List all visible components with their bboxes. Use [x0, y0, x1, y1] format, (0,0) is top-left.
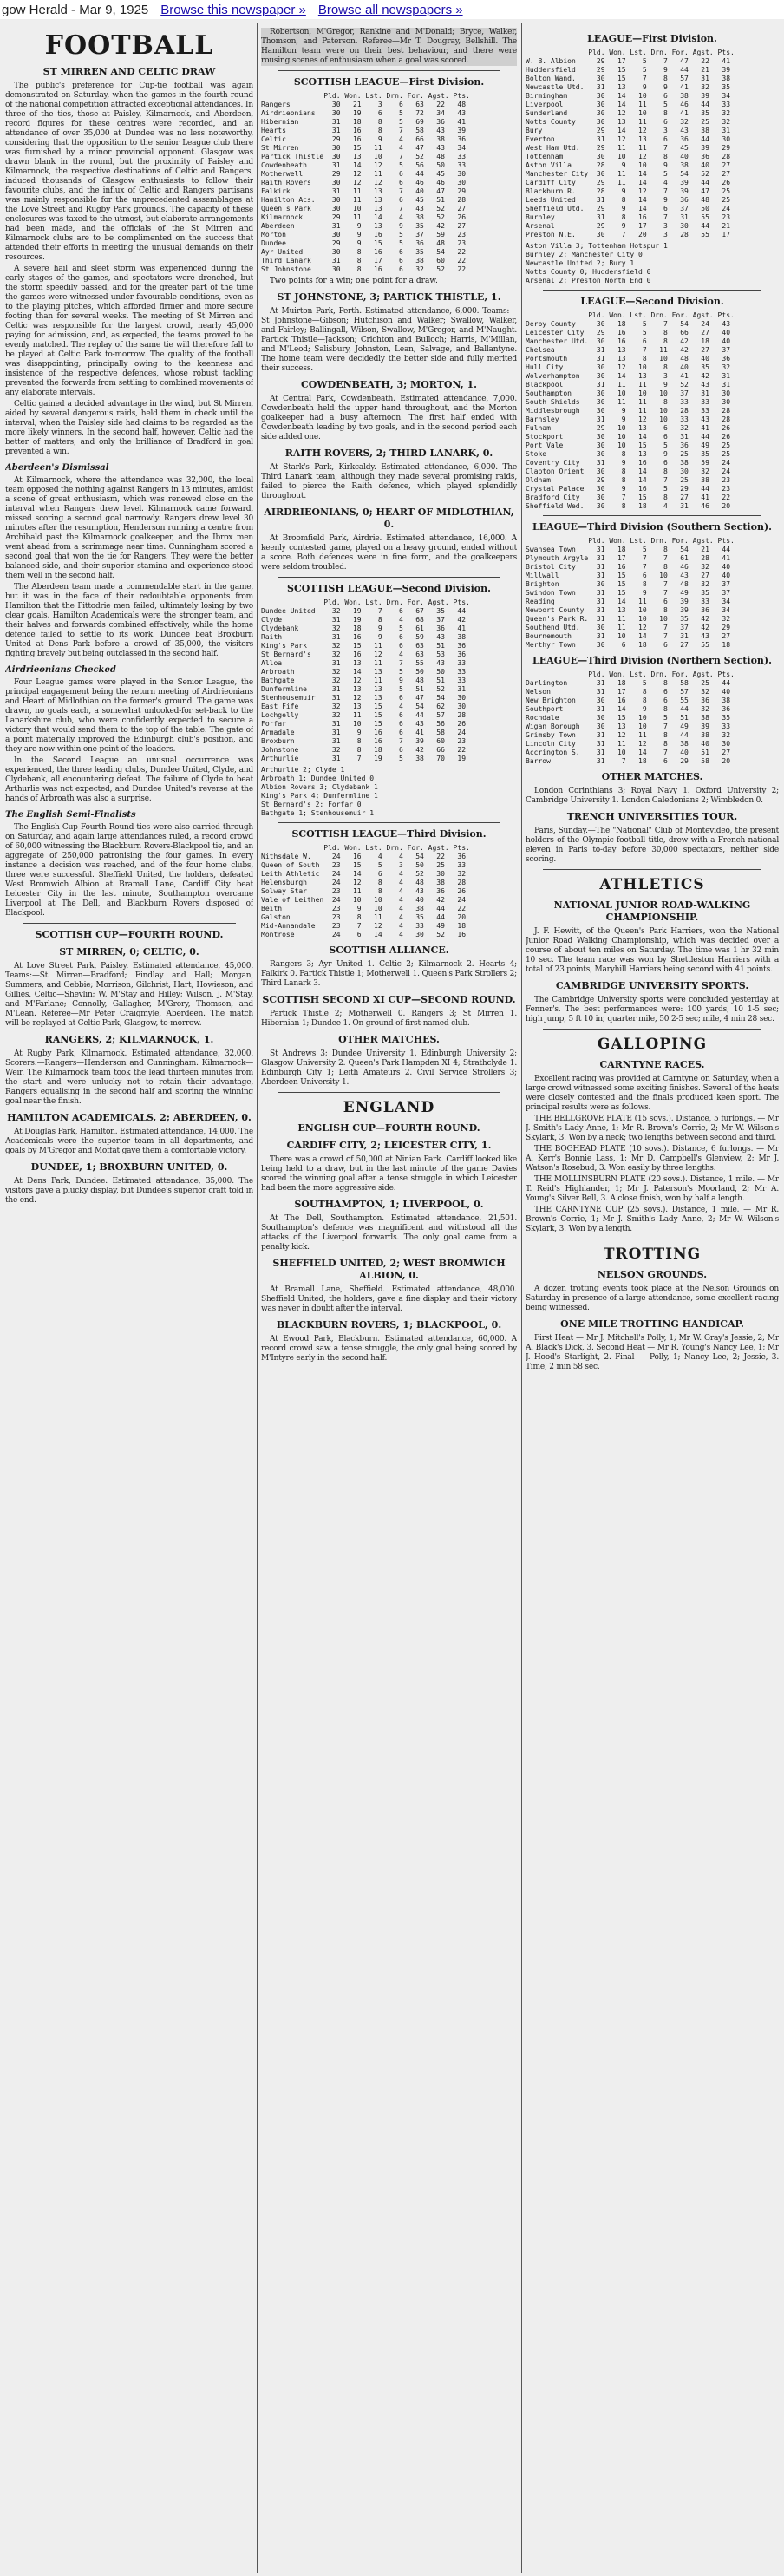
match-title: ST MIRREN, 0; CELTIC, 0.	[59, 946, 199, 958]
match-report: At Central Park, Cowdenbeath. Estimated attendance, 7,000. Cowdenbeath held the upper hand throughout, and the Morton goalkeeper had a busy afternoon. The first half ended with Cowdenbeath leading by two goals, and in the second period each side added one.	[261, 395, 517, 441]
article-paragraph: In the Second League an unusual occurrence was experienced, the three leading clubs, Dundee United, Clyde, and Clydebank, all encountering defeat. The failure of Clyde to beat Arthurlie was not expected, and Dundee United's reverse at the hands of Arbroath was also a surprise.	[5, 756, 253, 803]
match-report: At The Dell, Southampton. Estimated attendance, 21,501. Southampton's defence was magnificent and withstood all the attacks of the Liverpool forwards. The only goal came from a penalty kick.	[261, 1214, 517, 1252]
english-league-first-division-table: Pld. Won. Lst. Drn. For. Agst. Pts. W. B. Albion 29 17 5 7 47 22 41 Huddersfield 29 15 5 9 44 21 39 Bolton Wand. 30 15 7 8 57 31 38 Newcastle Utd. 31 13 9 9 41 32 35 Birmingham 30 14 10 6 38 39 34 Liverpool 30 14 11 5 46 44 33 Sunderland 30 12 10 8 41 35 32 Notts County 30 13 11 6 32 25 32 Bury 29 14 12 3 43 38 31 Everton 31 12 13 6 36 44 30 West Ham Utd. 29 11 11 7 45 39 29 Tottenham 30 10 12 8 40 36 28 Aston Villa 28 9 10 9 38 40 27 Manchester City 30 11 14 5 54 52 27 Cardiff City 29 11 14 4 39 44 26 Blackburn R. 28 9 12 7 39 47 25 Leeds United 31 8 14 9 36 48 25 Sheffield Utd. 29 9 14 6 37 50 24 Burnley 31 8 16 7 31 55 23 Arsenal 29 9 17 3 30 44 21 Preston N.E. 30 7 20 3 28 55 17	[526, 49, 735, 239]
league-table-heading: LEAGUE—First Division.	[587, 33, 717, 44]
article-subheading: Aberdeen's Dismissal	[5, 463, 109, 473]
results-text: London Corinthians 3; Royal Navy 1. Oxford University 2; Cambridge University 1. London Caledonians 2; Wimbledon 0.	[526, 787, 779, 805]
article-paragraph: Robertson, M'Gregor, Rankine and M'Donald; Bryce, Walker, Thomson, and Paterson. Referee—Mr T. Dougray, Bellshill. The Hamilton team were on their best behaviour, and there were rousing scenes of enthusiasm when a goal was scored.	[261, 28, 517, 65]
league-table-second-division: Pld. Won. Lst. Drn. For. Agst. Pts. Dundee United 32 19 7 6 67 35 44 Clyde 31 19 8 4 68 37 42 Clydebank 32 18 9 5 61 36 41 Raith 31 16 9 6 59 43 38 King's Park 32 15 11 6 63 51 36 St Bernard's 32 16 12 4 63 53 36 Alloa 31 13 11 7 55 43 33 Arbroath 32 14 13 5 50 50 33 Bathgate 32 12 11 9 48 51 33 Dunfermline 31 13 13 5 51 52 31 Stenhousemuir 31 12 13 6 47 54 30 East Fife 32 13 15 4 54 62 30 Lochgelly 32 11 15 6 44 57 28 Forfar 31 10 15 6 43 56 26 Armadale 31 9 16 6 41 58 24 Broxburn 31 8 16 7 39 60 23 Johnstone 32 8 18 6 42 66 22 Arthurlie 31 7 19 5 38 70 19	[261, 598, 470, 762]
race-result: THE MOLLINSBURN PLATE (20 sovs.). Distance, 1 mile. — Mr T. Reid's Highlander, 1; Mr J. Paterson's Moorland, 2; Mr A. Young's Silver Bell, 3. A close finish, won by half a length.	[526, 1175, 779, 1203]
article-paragraph: A dozen trotting events took place at the Nelson Grounds on Saturday in presence of a large attendance, some excellent racing being witnessed.	[526, 1285, 779, 1312]
league-table-heading: SCOTTISH LEAGUE—Third Division.	[291, 828, 487, 840]
match-title: DUNDEE, 1; BROXBURN UNITED, 0.	[30, 1161, 228, 1173]
section-heading: SCOTTISH ALLIANCE.	[329, 945, 449, 956]
divider	[23, 923, 236, 924]
results-text: St Andrews 3; Dundee University 1. Edinburgh University 2; Glasgow University 2. Queen's Park Hampden XI 4; Strathclyde 1. Edinburgh City 1; Leith Amateurs 2. Civil Service Strollers 3; Aberdeen University 1.	[261, 1049, 517, 1087]
section-heading: NELSON GROUNDS.	[597, 1269, 708, 1280]
match-title: BLACKBURN ROVERS, 1; BLACKPOOL, 0.	[276, 1319, 502, 1330]
match-title: HAMILTON ACADEMICALS, 2; ABERDEEN, 0.	[7, 1112, 252, 1123]
divider	[278, 70, 500, 71]
browser-top-bar	[0, 0, 784, 19]
section-heading: SCOTTISH SECOND XI CUP—SECOND ROUND.	[262, 994, 516, 1005]
match-report: At Broomfield Park, Airdrie. Estimated attendance, 16,000. A keenly contested game, played on a heavy ground, ended without a score. Both defences were in fine form, and the goalkeepers were seldom troubled.	[261, 534, 517, 572]
league-table-heading: SCOTTISH LEAGUE—First Division.	[293, 76, 485, 88]
match-report: At Dens Park, Dundee. Estimated attendance, 35,000. The visitors gave a plucky display, but Dundee's superior craft told in the end.	[5, 1177, 253, 1205]
column-1	[5, 28, 253, 2574]
league-table-heading: LEAGUE—Second Division.	[580, 296, 724, 307]
column-rule	[521, 23, 522, 2573]
article-paragraph: A severe hail and sleet storm was experienced during the early stages of the games, and spectators were drenched, but the storm speedily passed, and for the greater part of the time the games were witnessed under favourable conditions, even as to the playing pitches, which afforded firmer and more secure footing than for several weeks. The meeting of St Mirren and Celtic was responsible for the largest crowd, nearly 45,000 paying for admission, and, as expected, the teams proved to be evenly matched. The replay of the same tie will therefore fall to be played at Celtic Park to-morrow. The quality of the football was disappointing, principally owing to the keenness and insistence of the respective defences, whose robust tackling prevented the forwards from settling to combined movements of any elaborate intervals.	[5, 265, 253, 397]
article-paragraph: Celtic gained a decided advantage in the wind, but St Mirren, aided by several dangerous raids, held them in check until the interval, when the Paisley side had claims to be regarded as the more likely winners. In the second half, however, Celtic had the better of matters, and only the brilliance of Bradford in goal prevented a win.	[5, 400, 253, 456]
article-subheading: The English Semi-Finalists	[5, 810, 136, 820]
third-division-northern-table: Pld. Won. Lst. Drn. For. Agst. Pts. Darlington 31 18 5 8 58 25 44 Nelson 31 17 8 6 57 32 40 New Brighton 30 16 8 6 55 36 38 Southport 31 14 9 8 44 32 36 Rochdale 30 15 10 5 51 38 35 Wigan Borough 30 13 10 7 49 39 33 Grimsby Town 31 12 11 8 44 38 32 Lincoln City 31 11 12 8 38 40 30 Accrington S. 31 10 14 7 40 51 27 Barrow 31 7 18 6 29 58 20	[526, 670, 735, 765]
article-paragraph: At Kilmarnock, where the attendance was 32,000, the local team opposed the nothing against Rangers in 13 minutes, amidst a scene of great enthusiasm, which was renewed close on the interval when Rangers drew level. Kilmarnock came forward, missed scoring a second goal narrowly. Rangers drew level 30 minutes after the resumption, Henderson running a centre from Archibald past the Kilmarnock goalkeeper, and the Ibrox men went ahead from a scrimmage near time. Cunningham scored a second goal that won the tie for Rangers. They were the better balanced side, and their superior stamina and experience stood them well in the second half.	[5, 476, 253, 580]
section-headline-england: ENGLAND	[343, 1099, 435, 1116]
league-table-heading: LEAGUE—Third Division (Northern Section).	[532, 655, 772, 666]
league-table-first-division: Pld. Won. Lst. Drn. For. Agst. Pts. Rangers 30 21 3 6 63 22 48 Airdrieonians 30 19 6 5 72 34 43 Hibernian 31 18 8 5 69 36 41 Hearts 31 16 8 7 58 43 39 Celtic 29 16 9 4 66 38 36 St Mirren 30 15 11 4 47 43 34 Partick Thistle 30 13 10 7 52 48 33 Cowdenbeath 31 14 12 5 56 50 33 Motherwell 29 12 11 6 44 45 30 Raith Rovers 30 12 12 6 46 46 30 Falkirk 31 11 13 7 40 47 29 Hamilton Acs. 30 11 13 6 45 51 28 Queen's Park 30 10 13 7 43 52 27 Kilmarnock 29 11 14 4 38 52 26 Aberdeen 31 9 13 9 35 42 27 Morton 30 9 16 5 37 59 23 Dundee 29 9 15 5 36 48 23 Ayr United 30 8 16 6 35 54 22 Third Lanark 31 8 17 6 38 60 22 St Johnstone 30 8 16 6 32 52 22	[261, 92, 470, 273]
divider	[278, 577, 500, 578]
newspaper-page	[0, 19, 784, 2576]
results-list: Aston Villa 3; Tottenham Hotspur 1 Burnley 2; Manchester City 0 Newcastle United 2; Bury 1 Notts County 0; Huddersfield 0 Arsenal 2; Preston North End 0	[526, 242, 668, 284]
divider	[278, 822, 500, 823]
league-table-third-division: Pld. Won. Lst. Drn. For. Agst. Pts. Nithsdale W. 24 16 4 4 54 22 36 Queen of South 23 15 5 3 50 25 33 Leith Athletic 24 14 6 4 52 30 32 Helensburgh 24 12 8 4 48 38 28 Solway Star 23 11 8 4 43 36 26 Vale of Leithen 24 10 10 4 40 42 24 Beith 23 9 10 4 38 44 22 Galston 23 8 11 4 35 44 20 Mid-Annandale 23 7 12 4 33 49 18 Montrose 24 6 14 4 30 52 16	[261, 844, 470, 938]
section-heading: NATIONAL JUNIOR ROAD-WALKING CHAMPIONSHIP.	[553, 899, 751, 923]
divider	[543, 290, 761, 291]
race-result: THE CARNTYNE CUP (25 sovs.). Distance, 1 mile. — Mr R. Brown's Corrie, 1; Mr J. Smith's Lady Anne, 2; Mr W. Wilson's Skylark, 3. Won by a length.	[526, 1206, 779, 1233]
browse-this-newspaper-link[interactable]: Browse this newspaper »	[160, 2, 306, 17]
column-3	[526, 28, 779, 2574]
article-paragraph: Four League games were played in the Senior League, the principal engagement being the return meeting of Airdrieonians and Heart of Midlothian on the former's ground. The game was drawn, no goals each, a somewhat unlooked-for set-back to the Lanarkshire club, who were confidently expected to secure a victory that would send them to the top of the table. The gate of a point materially improved the Edinburgh club's position, and they are now within one point of the leaders.	[5, 678, 253, 754]
match-title: ST JOHNSTONE, 3; PARTICK THISTLE, 1.	[277, 291, 501, 303]
table-note: Two points for a win; one point for a draw.	[270, 277, 438, 285]
league-table-heading: SCOTTISH LEAGUE—Second Division.	[287, 583, 491, 594]
match-report: At Love Street Park, Paisley. Estimated attendance, 45,000. Teams:—St Mirren—Bradford; Findlay and Hall; Morgan, Summers, and Gebbie; Morrison, Gilchrist, Hart, Howieson, and Gillies. Celtic—Shevlin; W. M'Stay and Hilley; Wilson, J. M'Stay, and M'Farlane; Connolly, Gallagher, M'Grory, Thomson, and M'Lean. Referee—Mr Peter Craigmyle, Aberdeen. The match will be replayed at Celtic Park, Glasgow, to-morrow.	[5, 962, 253, 1028]
browse-all-newspapers-link[interactable]: Browse all newspapers »	[317, 2, 463, 17]
match-title: AIRDRIEONIANS, 0; HEART OF MIDLOTHIAN, 0.	[264, 507, 514, 530]
race-result: THE BOGHEAD PLATE (10 sovs.). Distance, 6 furlongs. — Mr A. Kerr's Bonnie Lass, 1; Mr D. Campbell's Glenview, 2; Mr J. Watson's Rosebud, 3. Won easily by three lengths.	[526, 1145, 779, 1173]
race-result: THE BELLGROVE PLATE (15 sovs.). Distance, 5 furlongs. — Mr J. Smith's Lady Anne, 1; Mr R. Brown's Corrie, 2; Mr W. Wilson's Skylark, 3. Won by a neck; two lengths between second and third.	[526, 1115, 779, 1142]
column-2	[261, 28, 517, 2574]
third-division-southern-table: Pld. Won. Lst. Drn. For. Agst. Pts. Swansea Town 31 18 5 8 54 21 44 Plymouth Argyle 31 17 7 7 61 28 41 Bristol City 31 16 7 8 46 32 40 Millwall 31 15 6 10 43 27 40 Brighton 30 15 8 7 48 32 37 Swindon Town 31 15 9 7 49 35 37 Reading 31 14 11 6 39 33 34 Newport County 31 13 10 8 39 36 34 Queen's Park R. 31 11 10 10 35 42 32 Southend Utd. 30 11 12 7 37 42 29 Bournemouth 31 10 14 7 31 43 27 Merthyr Town 30 6 18 6 27 55 18	[526, 537, 735, 649]
match-title: COWDENBEATH, 3; MORTON, 1.	[300, 379, 478, 390]
divider	[278, 1092, 500, 1093]
match-report: At Rugby Park, Kilmarnock. Estimated attendance, 32,000. Scorers:—Rangers—Henderson and Cunningham. Kilmarnock—Weir. The Kilmarnock team took the lead thirteen minutes from the start and were unlucky not to retain their advantage, Rangers equalising in the second half and scoring the winning goal near the finish.	[5, 1049, 253, 1106]
article-paragraph: Paris, Sunday.—The "National" Club of Montevideo, the present holders of the Olympic football title, drew with a French national eleven in Paris to-day before 30,000 spectators, neither side scoring.	[526, 827, 779, 864]
section-heading: ONE MILE TROTTING HANDICAP.	[560, 1318, 744, 1330]
article-paragraph: The public's preference for Cup-tie football was again demonstrated on Saturday, when the games in the fourth round of the national competition attracted exceptional attendances. In three of the ties, those at Paisley, Kilmarnock, and Aberdeen, record figures for these centres were recorded, and an attendance of over 35,000 at Dundee was no less noteworthy, considering that the opposition to the senior League club there was furnished by a minor provincial opponent. Glasgow was drawn blank in the round, but the proximity of Paisley and Kilmarnock, the respective destinations of Celtic and Rangers, induced thousands of Glasgow enthusiasts to follow their favourite clubs, and the influx of Celtic and Rangers partisans was mainly responsible for the unprecedented assemblages at the Love Street and Rugby Park grounds. The capacity of these enclosures was taxed to the utmost, but elaborate arrangements had been made, and the officials of the St Mirren and Kilmarnock clubs are to be complimented on the success that attended their efforts in meeting the unusual demands on their resources.	[5, 82, 253, 262]
match-report: At Bramall Lane, Sheffield. Estimated attendance, 48,000. Sheffield United, the holders, gave a fine display and their victory was never in doubt after the interval.	[261, 1285, 517, 1313]
section-heading: OTHER MATCHES.	[601, 771, 703, 782]
section-heading: ENGLISH CUP—FOURTH ROUND.	[297, 1122, 480, 1134]
section-heading: OTHER MATCHES.	[338, 1034, 440, 1045]
race-result: First Heat — Mr J. Mitchell's Polly, 1; Mr W. Gray's Jessie, 2; Mr A. Black's Dick, 3. Second Heat — Mr R. Young's Nancy Lee, 1; Mr J. Hood's Starlight, 2. Final — Polly, 1; Nancy Lee, 2; Jessie, 3. Time, 2 min 58 sec.	[526, 1334, 779, 1371]
divider	[543, 515, 761, 516]
match-title: SOUTHAMPTON, 1; LIVERPOOL, 0.	[294, 1199, 484, 1210]
article-paragraph: Excellent racing was provided at Carntyne on Saturday, when a large crowd witnessed some exciting finishes. Several of the heats were closely contested and the finals produced keen sport. The principal results were as follows.	[526, 1075, 779, 1112]
section-headline-athletics: ATHLETICS	[599, 876, 705, 893]
section-headline-galloping: GALLOPING	[597, 1036, 708, 1053]
section-heading: TRENCH UNIVERSITIES TOUR.	[566, 811, 738, 822]
match-title: RANGERS, 2; KILMARNOCK, 1.	[44, 1034, 214, 1045]
article-paragraph: The Cambridge University sports were concluded yesterday at Fenner's. The best performances were: 100 yards, 10 1-5 sec; high jump, 5 ft 10 in; quarter mile, 50 2-5 sec; mile, 4 min 28 sec.	[526, 996, 779, 1023]
article-paragraph: J. F. Hewitt, of the Queen's Park Harriers, won the National Junior Road Walking Championship, which was decided over a course of about ten miles on Saturday. The time was 1 hr 32 min 10 sec. The team race was won by Shettleston Harriers with a total of 23 points, Maryhill Harriers being second with 41 points.	[526, 927, 779, 974]
league-table-heading: LEAGUE—Third Division (Southern Section).	[532, 521, 772, 533]
match-title: CARDIFF CITY, 2; LEICESTER CITY, 1.	[286, 1140, 492, 1151]
match-report: There was a crowd of 50,000 at Ninian Park. Cardiff looked like being held to a draw, but in the last minute of the game Davies scored the winning goal after a tense struggle in which Leicester had been the more aggressive side.	[261, 1155, 517, 1193]
results-text: Rangers 3; Ayr United 1. Celtic 2; Kilmarnock 2. Hearts 4; Falkirk 0. Partick Thistle 1; Motherwell 1. Queen's Park Strollers 2; Third Lanark 3.	[261, 960, 517, 988]
match-report: At Stark's Park, Kirkcaldy. Estimated attendance, 6,000. The Third Lanark team, although they made several promising raids, failed to pierce the Raith defence, which played splendidly throughout.	[261, 463, 517, 500]
article-paragraph: The Aberdeen team made a commendable start in the game, but it was in the face of their redoubtable opponents from Hamilton that the Pittodrie men failed, ultimately losing by two clear goals. Hamilton Academicals were the stronger team, and their halves and forwards combined effectively, while the home defence failed to settle to its work. Dundee beat Broxburn United at Dens Park before a crowd of 35,000, the visitors fighting bravely but being outclassed in the second half.	[5, 583, 253, 658]
article-subheading: Airdrieonians Checked	[5, 665, 116, 675]
match-title: RAITH ROVERS, 2; THIRD LANARK, 0.	[284, 448, 493, 459]
match-report: At Muirton Park, Perth. Estimated attendance, 6,000. Teams:—St Johnstone—Gibson; Hutchison and Walker; Swallow, Walker, and Fairley; Ballingall, Wilson, Swallow, M'Gregor, and M'Naught. Partick Thistle—Jackson; Crichton and Bulloch; Harris, M'Millan, and M'Leod; Salisbury, Johnston, Lean, Salvage, and Ballantyne. The home team were decidedly the better side and fully merited their success.	[261, 307, 517, 373]
column-rule	[257, 23, 258, 2573]
results-list: Arthurlie 2; Clyde 1 Arbroath 1; Dundee United 0 Albion Rovers 3; Clydebank 1 King's Park 4; Dunfermline 1 St Bernard's 2; Forfar 0 Bathgate 1; Stenhousemuir 1	[261, 766, 378, 817]
section-headline-trotting: TROTTING	[603, 1246, 702, 1263]
match-title: SHEFFIELD UNITED, 2; WEST BROMWICH ALBION, 0.	[272, 1258, 506, 1281]
match-report: At Ewood Park, Blackburn. Estimated attendance, 60,000. A record crowd saw a tense struggle, the only goal being scored by M'Intyre early in the second half.	[261, 1335, 517, 1363]
article-subhead: ST MIRREN AND CELTIC DRAW	[42, 66, 216, 77]
match-report: At Douglas Park, Hamilton. Estimated attendance, 14,000. The Academicals were the superior team in all departments, and goals by M'Gregor and Moffat gave them a comfortable victory.	[5, 1128, 253, 1155]
english-league-second-division-table: Pld. Won. Lst. Drn. For. Agst. Pts. Derby County 30 18 5 7 54 24 43 Leicester City 29 16 5 8 66 27 40 Manchester Utd. 30 16 6 8 42 18 40 Chelsea 31 13 7 11 42 27 37 Portsmouth 31 13 8 10 48 40 36 Hull City 30 12 10 8 40 35 32 Wolverhampton 30 14 13 3 41 42 31 Blackpool 31 11 11 9 52 43 31 Southampton 30 10 10 10 37 31 30 South Shields 30 11 11 8 33 33 30 Middlesbrough 30 9 11 10 28 33 28 Barnsley 31 9 12 10 33 43 28 Fulham 29 10 13 6 32 41 26 Stockport 30 10 14 6 31 44 26 Port Vale 30 10 15 5 36 49 25 Stoke 30 8 13 9 25 35 25 Coventry City 31 9 16 6 38 59 24 Clapton Orient 30 8 14 8 30 32 24 Oldham 29 8 14 7 25 38 23 Crystal Palace 30 9 16 5 29 44 23 Bradford City 30 7 15 8 27 41 22 Sheffield Wed. 30 8 18 4 31 46 20	[526, 311, 735, 510]
newspaper-title: gow Herald - Mar 9, 1925	[2, 2, 149, 17]
section-heading: CAMBRIDGE UNIVERSITY SPORTS.	[555, 980, 749, 991]
section-heading: SCOTTISH CUP—FOURTH ROUND.	[35, 929, 224, 940]
divider	[543, 1029, 761, 1030]
article-paragraph: The English Cup Fourth Round ties were also carried through on Saturday, and again large attendances ruled, a record crowd of 60,000 witnessing the Blackburn Rovers-Blackpool tie, and an aggregate of 250,000 patronising the four games. In every instance a decision was reached, and of the four home clubs, three were successful. Sheffield United, the holders, defeated West Bromwich Albion at Bramall Lane, Cardiff City beat Leicester City in the last minute, Southampton overcame Liverpool at The Dell, and Blackburn Rovers disposed of Blackpool.	[5, 823, 253, 918]
section-heading: CARNTYNE RACES.	[599, 1059, 705, 1070]
section-headline-football: FOOTBALL	[44, 30, 214, 61]
results-text: Partick Thistle 2; Motherwell 0. Rangers 3; St Mirren 1. Hibernian 1; Dundee 1. On ground of first-named club.	[261, 1010, 517, 1028]
divider	[543, 869, 761, 870]
